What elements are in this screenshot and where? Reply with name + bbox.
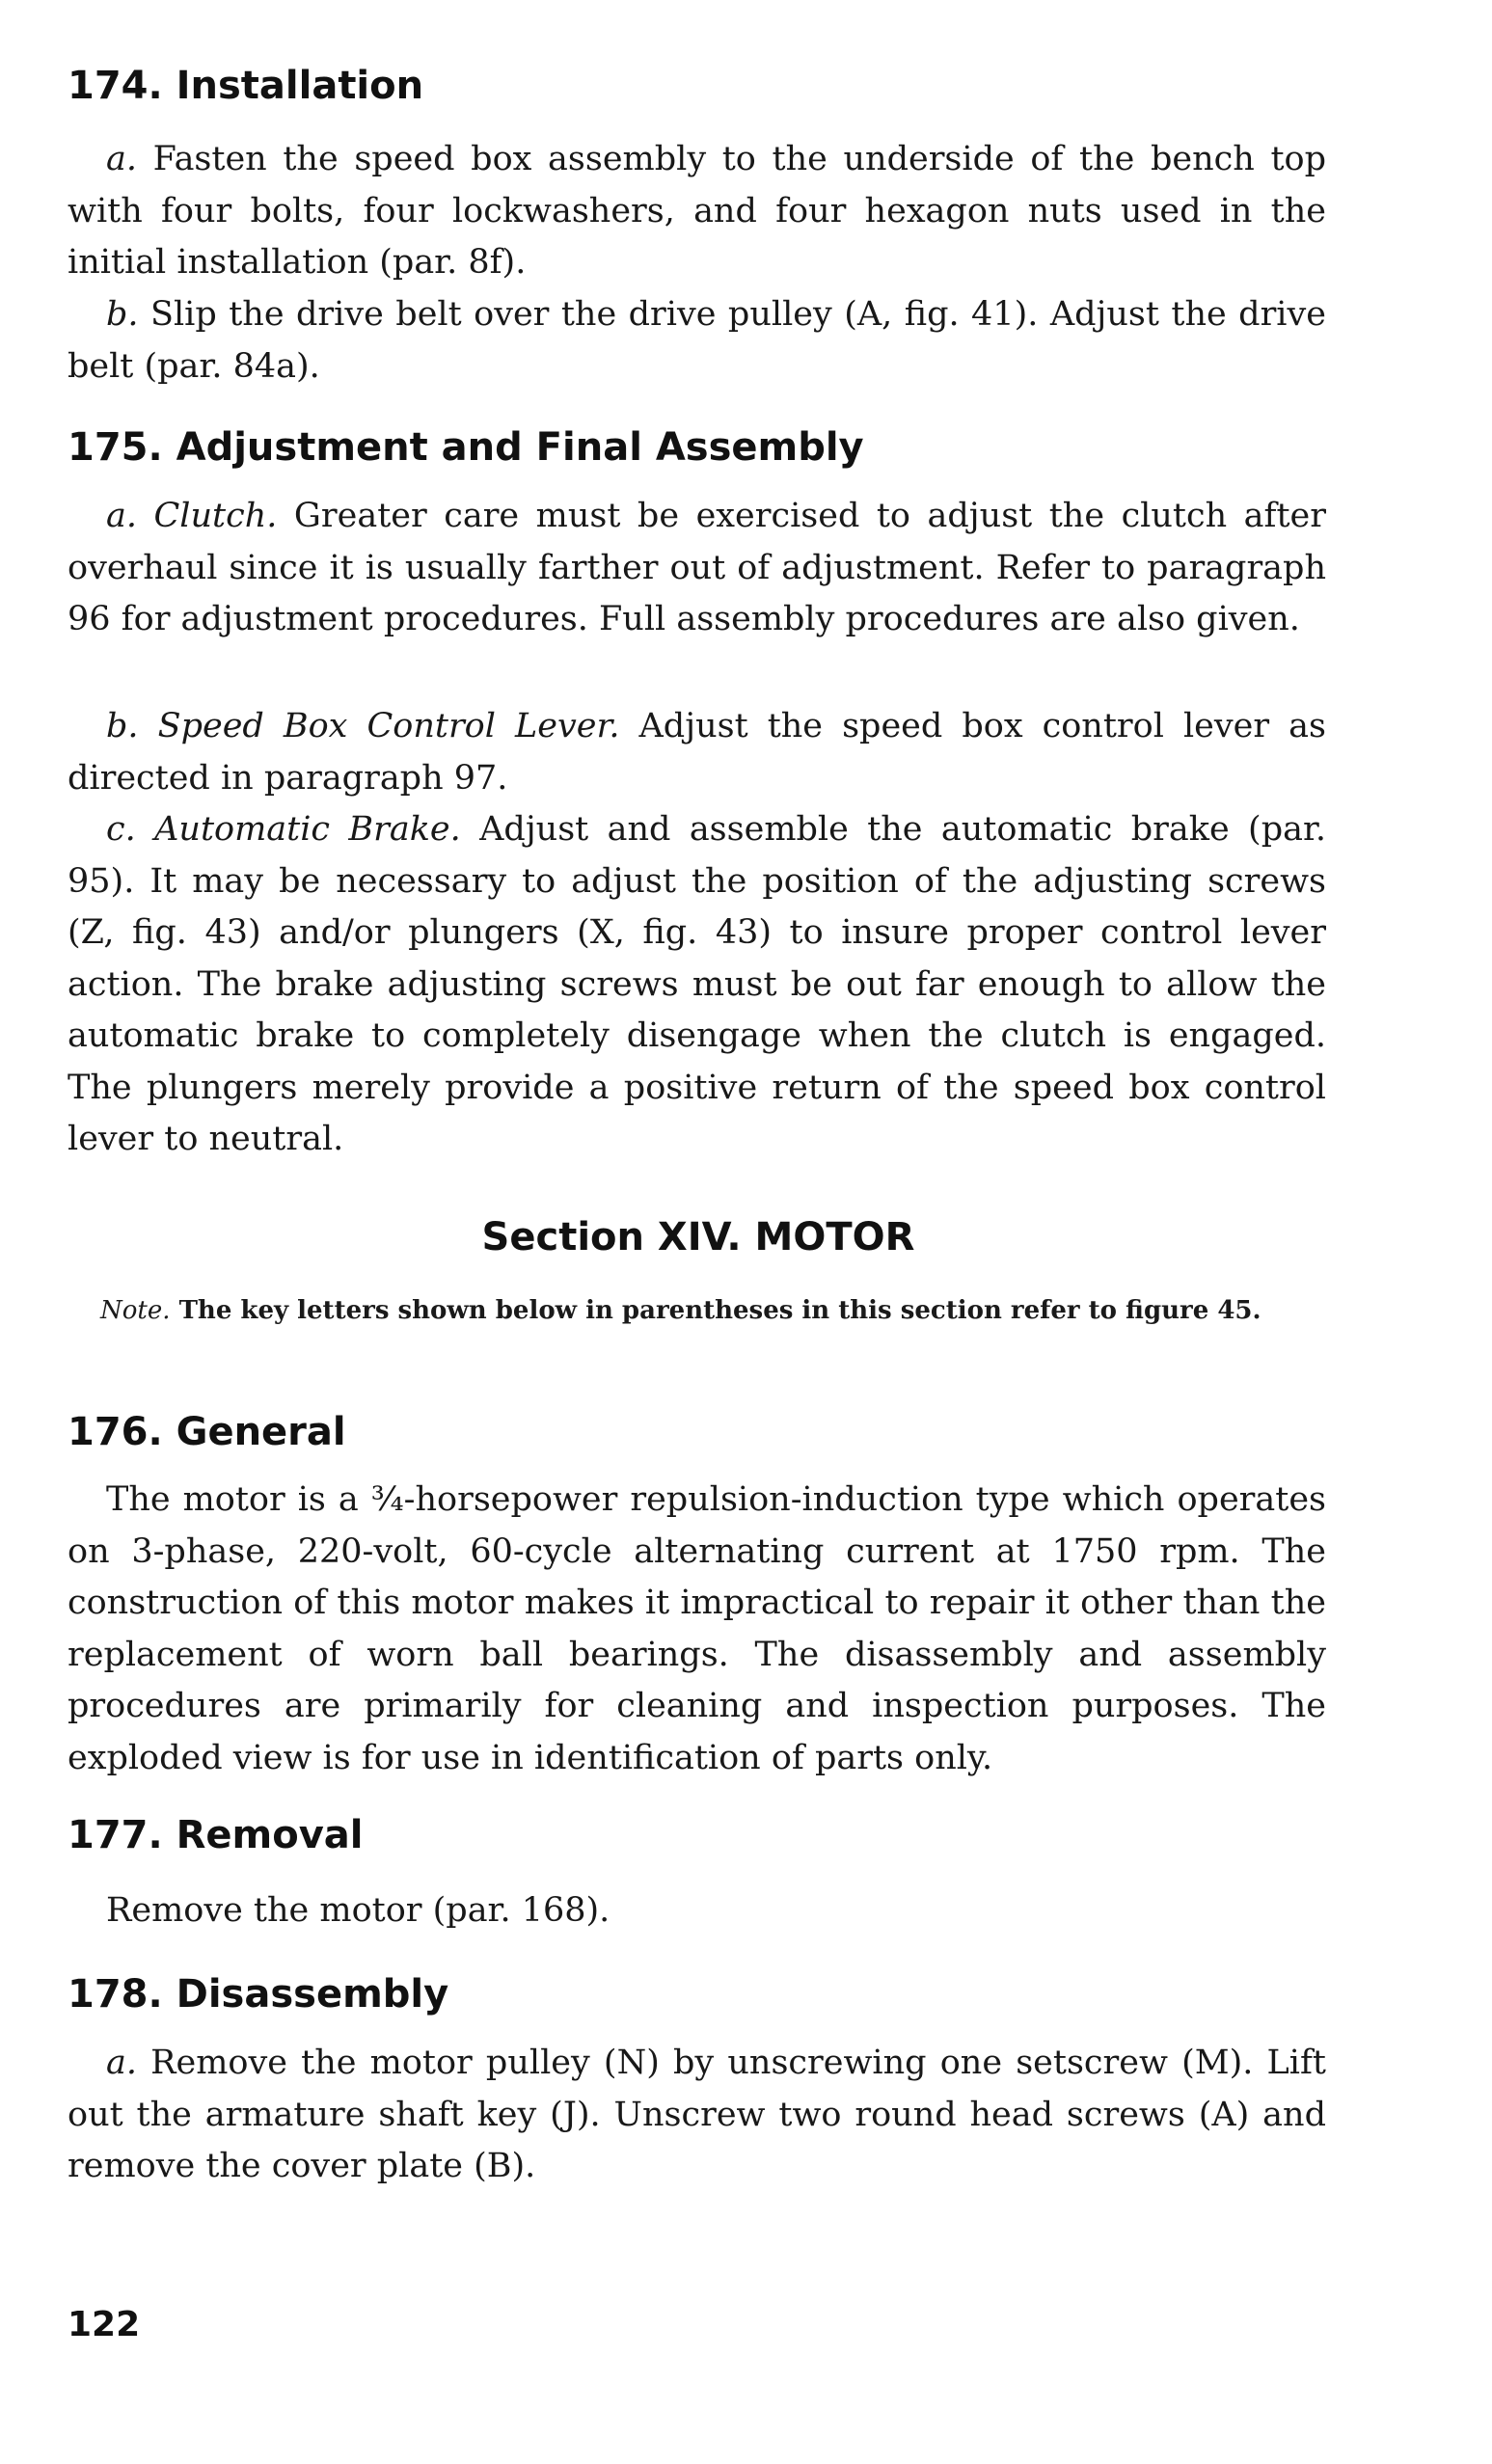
item-title: Clutch. — [153, 497, 278, 535]
paragraph-text: Remove the motor pulley (N) by unscrewing one setscrew (M). Lift out the armature shaft key (J). Unscrew two round head screws (A) and remove the cover plate (B). — [68, 2044, 1326, 2185]
paragraph-176: The motor is a ¾-horsepower repulsion-induction type which operates on 3-phase, 220-volt, 60-cycle alternating current at 1750 rpm. The construction of this motor makes it impractical to repair it other than the replacement of worn ball bearings. The disassembly and assembly procedures are primarily for cleaning and inspection purposes. The exploded view is for use in identification of parts only. — [68, 1480, 1326, 1777]
heading-178: 178. Disassembly — [68, 1972, 449, 2017]
item-label: a. — [106, 2044, 137, 2082]
item-title: Speed Box Control Lever. — [157, 707, 620, 745]
heading-176: 176. General — [68, 1410, 346, 1454]
heading-174: 174. Installation — [68, 64, 424, 108]
heading-177: 177. Removal — [68, 1813, 364, 1857]
paragraph-177: Remove the motor (par. 168). — [106, 1891, 610, 1930]
item-label: a. — [106, 140, 137, 178]
section-title: Section XIV. MOTOR — [481, 1215, 915, 1259]
paragraph-178a — [68, 2038, 1326, 2193]
paragraph-text: Adjust the speed box control lever as directed in paragraph 97. — [68, 707, 1326, 798]
heading-175: 175. Adjustment and Final Assembly — [68, 425, 864, 470]
paragraph-174b — [68, 289, 1326, 393]
paragraph-175a — [68, 491, 1326, 646]
note-label: Note. — [100, 1296, 171, 1325]
paragraph-text: Greater care must be exercised to adjust the clutch after overhaul since it is usually farther out of adjustment. Refer to paragraph 96 for adjustment procedures. Full assembly procedures are also given. — [68, 497, 1326, 638]
paragraph-text: Slip the drive belt over the drive pulley (A, fig. 41). Adjust the drive belt (par. 84a). — [68, 295, 1326, 386]
item-label: a. — [106, 497, 137, 535]
section-note — [68, 1289, 1326, 1332]
note-text: The key letters shown below in parentheses in this section refer to figure 45. — [178, 1296, 1261, 1325]
paragraph-text: Adjust and assemble the automatic brake (par. 95). It may be necessary to adjust the position of the adjusting screws (Z, fig. 43) and/or plungers (X, fig. 43) to insure proper control lever action. The brake adjusting screws must be out far enough to allow the automatic brake to completely disengage when the clutch is engaged. The plungers merely provide a positive return of the speed box control lever to neutral. — [68, 810, 1326, 1158]
page-number: 122 — [68, 2305, 141, 2344]
paragraph-174a — [68, 134, 1326, 289]
item-label: b. — [106, 295, 139, 334]
paragraph-text: Fasten the speed box assembly to the underside of the bench top with four bolts, four lockwashers, and four hexagon nuts used in the initial installation (par. 8f). — [68, 140, 1326, 282]
paragraph-175c — [68, 804, 1326, 1166]
item-title: Automatic Brake. — [154, 810, 461, 849]
item-label: b. — [106, 707, 139, 745]
paragraph-175b — [68, 701, 1326, 804]
item-label: c. — [106, 810, 136, 849]
